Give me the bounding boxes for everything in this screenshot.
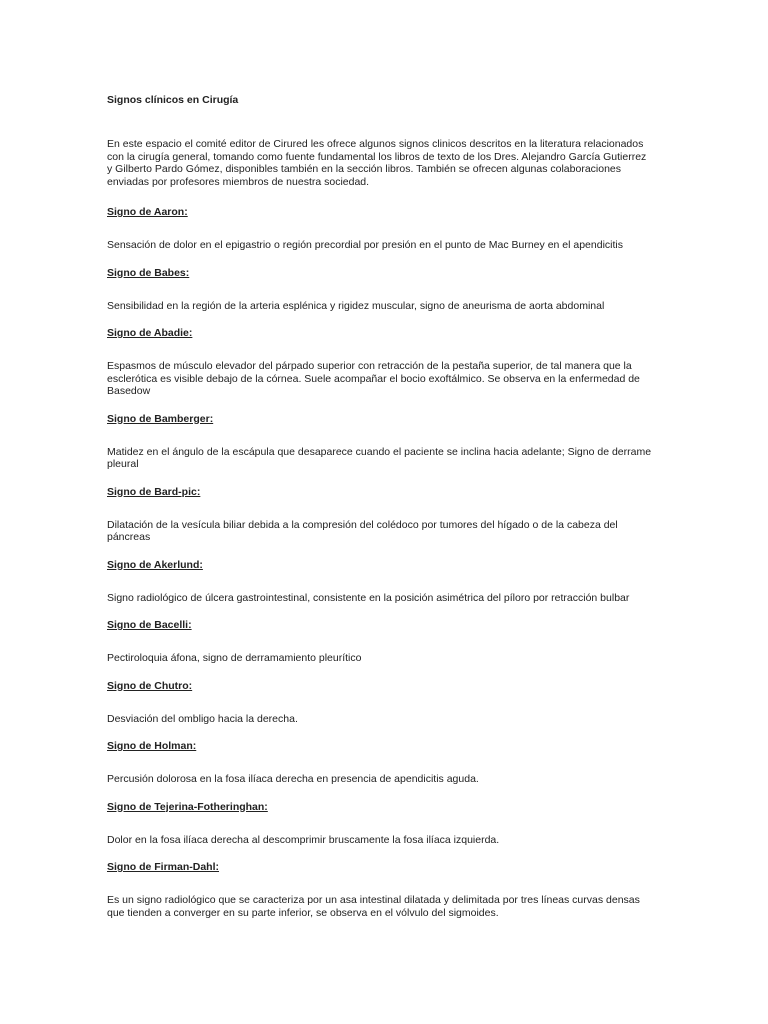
sign-heading: Signo de Aaron: [107, 206, 188, 218]
sign-description-line: páncreas [107, 531, 151, 543]
sign-description [107, 239, 667, 252]
sign-description-line: pleural [107, 458, 139, 470]
sign-heading: Signo de Bard-pic: [107, 485, 201, 498]
sign-description-line: Pectiroloquia áfona, signo de derramamiento pleurítico [107, 652, 362, 664]
sign-description-line: que tienden a converger en su parte inferior, se observa en el vólvulo del sigmoides. [107, 906, 499, 919]
sign-description-line: Es un signo radiológico que se caracteriza por un asa intestinal dilatada y delimitada por tres líneas curvas densas [107, 894, 640, 906]
intro-line: y Gilberto Pardo Gómez, disponibles también en la sección libros. También se ofrecen algunas colaboraciones [107, 163, 622, 175]
document-title: Signos clínicos en Cirugía [107, 94, 239, 106]
intro-line: enviadas por profesores miembros de nuestra sociedad. [107, 175, 370, 188]
sign-description [107, 592, 667, 605]
sign-description [107, 360, 667, 398]
sign-description [107, 446, 667, 471]
sign-description-line: Sensación de dolor en el epigastrio o región precordial por presión en el punto de Mac Burney en el apendicitis [107, 239, 623, 251]
sign-heading: Signo de Babes: [107, 266, 190, 279]
sign-heading: Signo de Akerlund: [107, 558, 203, 571]
sign-entry [107, 861, 667, 919]
sign-heading: Signo de Holman: [107, 740, 197, 752]
sign-heading: Signo de Firman-Dahl: [107, 861, 220, 873]
sign-description-line: Matidez en el ángulo de la escápula que desaparece cuando el paciente se inclina hacia adelante; Signo de derrame [107, 445, 652, 458]
sign-entry [107, 619, 667, 665]
sign-entry [107, 680, 667, 726]
sign-description [107, 300, 667, 313]
sign-entry [107, 559, 667, 605]
sign-description-line: Basedow [107, 385, 151, 397]
sign-description-line: Desviación del ombligo hacia la derecha. [107, 712, 298, 725]
sign-description-line: Dolor en la fosa ilíaca derecha al descomprimir bruscamente la fosa ilíaca izquierda. [107, 833, 500, 846]
sign-description-line: Percusión dolorosa en la fosa ilíaca derecha en presencia de apendicitis aguda. [107, 773, 479, 785]
document-page [107, 94, 667, 934]
sign-entry [107, 327, 667, 398]
intro-line: En este espacio el comité editor de Cirured les ofrece algunos signos clinicos descritos en la literatura relacionados [107, 138, 644, 150]
sign-heading: Signo de Abadie: [107, 327, 193, 339]
sign-description [107, 652, 667, 665]
sign-entry [107, 413, 667, 471]
sign-description-line: Sensibilidad en la región de la arteria esplénica y rigidez muscular, signo de aneurisma de aorta abdominal [107, 299, 605, 312]
sign-description [107, 894, 667, 919]
sign-description [107, 834, 667, 847]
sign-description-line: Dilatación de la vesícula biliar debida a la compresión del colédoco por tumores del hígado o de la cabeza del [107, 518, 618, 531]
intro-line: con la cirugía general, tomando como fuente fundamental los libros de texto de los Dres. Alejandro García Gutierrez [107, 150, 647, 163]
sign-heading: Signo de Bacelli: [107, 619, 192, 631]
sign-description [107, 773, 667, 786]
sign-description [107, 519, 667, 544]
intro-paragraph [107, 138, 667, 188]
signs-list [107, 206, 667, 919]
sign-description-line: Espasmos de músculo elevador del párpado superior con retracción de la pestaña superior, de tal manera que la [107, 360, 632, 372]
sign-description-line: Signo radiológico de úlcera gastrointestinal, consistente en la posición asimétrica del píloro por retracción bulbar [107, 591, 630, 604]
sign-entry [107, 740, 667, 786]
sign-entry [107, 267, 667, 313]
sign-entry [107, 801, 667, 847]
sign-heading: Signo de Tejerina-Fotheringhan: [107, 800, 268, 813]
sign-description [107, 713, 667, 726]
sign-heading: Signo de Bamberger: [107, 412, 214, 425]
sign-entry [107, 206, 667, 252]
sign-entry [107, 486, 667, 544]
sign-description-line: esclerótica es visible debajo de la córnea. Suele acompañar el bocio exoftálmico. Se observa en la enfermedad de [107, 372, 640, 385]
sign-heading: Signo de Chutro: [107, 679, 193, 692]
